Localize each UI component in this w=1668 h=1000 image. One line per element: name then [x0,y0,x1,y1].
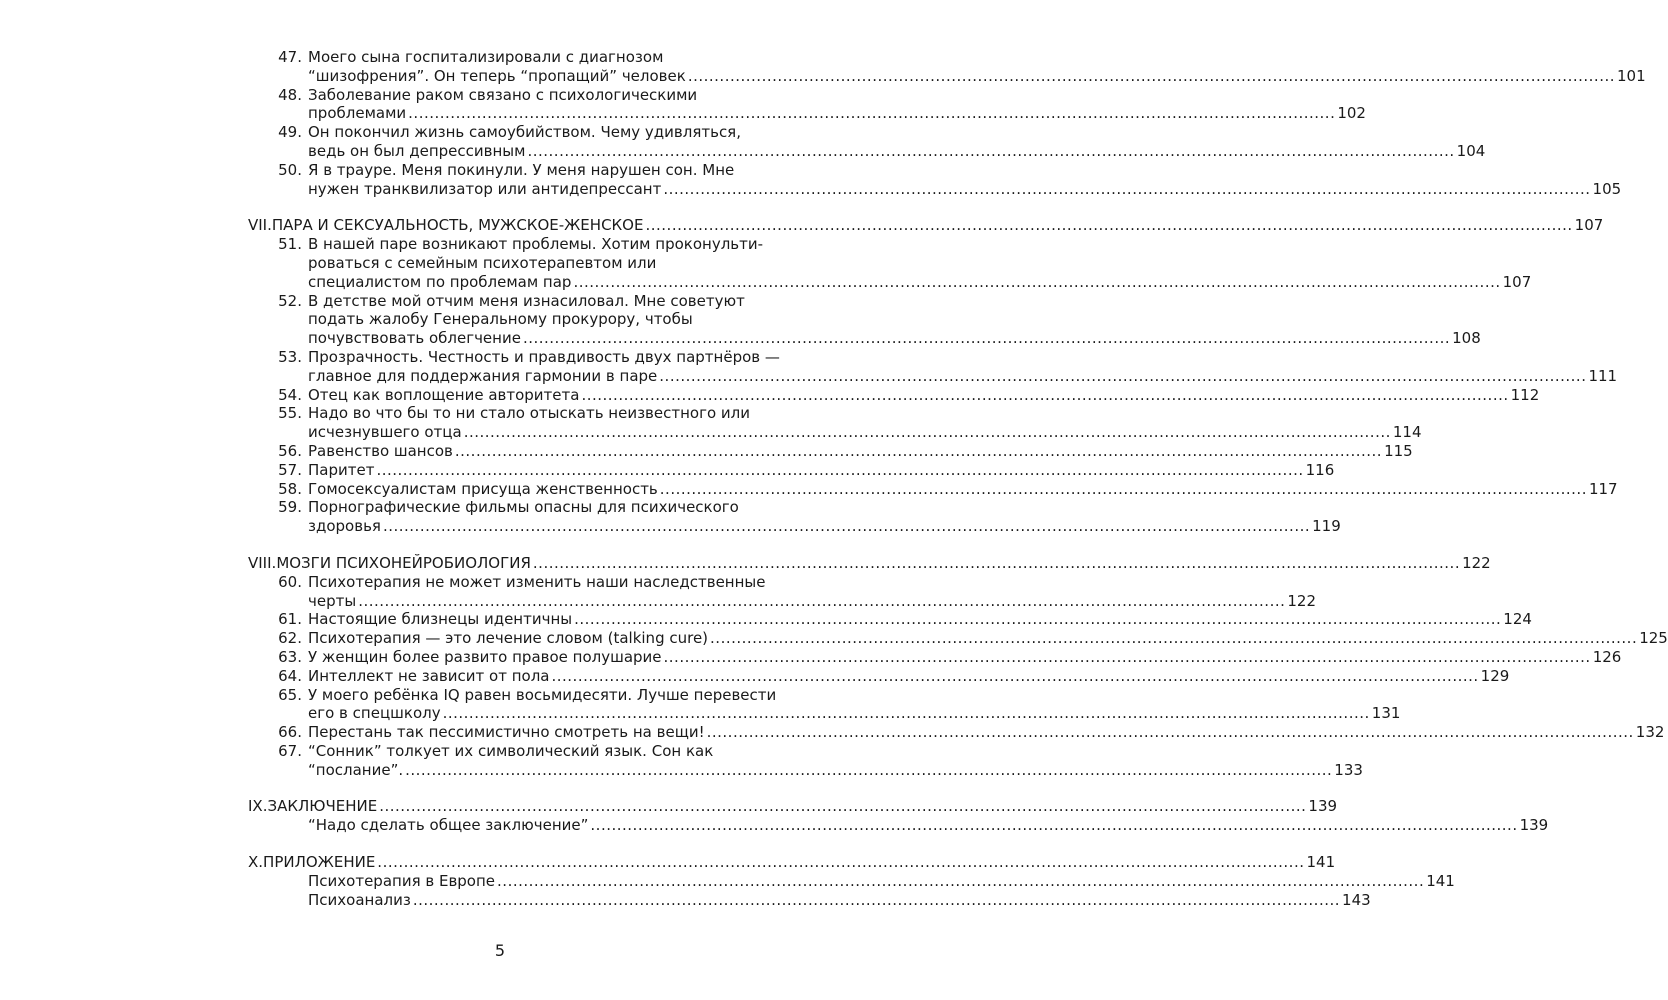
toc-line [248,686,778,705]
dot-leader [405,761,1332,780]
page-ref: 112 [1510,385,1540,404]
page-ref: 104 [1456,141,1486,160]
toc-line [248,161,778,180]
entry-title: Я в трауре. Меня покинули. У меня нарушен сон. Мне [308,160,735,179]
entry-number: 67. [278,741,302,760]
page-ref: 126 [1592,647,1622,666]
toc-entry [248,235,1532,291]
entry-title: Гомосексуалистам присуща женственность [308,479,658,498]
entry-title: ЗАКЛЮЧЕНИЕ [267,797,378,816]
entry-title: Психотерапия не может изменить наши наследственные [308,572,766,591]
toc-line [248,366,1618,386]
page-ref: 119 [1312,517,1341,536]
dot-leader [523,329,1450,348]
entry-number: 66. [278,723,302,742]
toc-entry [248,460,1335,480]
dot-leader [688,67,1615,86]
entry-title: МОЗГИ ПСИХОНЕЙРОБИОЛОГИЯ [276,553,531,572]
entry-title: Психотерапия в Европе [308,871,496,890]
section-number: VII. [248,216,272,235]
section-number: IX. [248,797,268,816]
entry-title: почувствовать облегчение [308,329,521,348]
toc-line [248,460,1335,480]
entry-title: исчезнувшего отца [308,423,462,442]
entry-number: 56. [278,441,302,460]
toc-line [248,871,1455,891]
entry-number: 65. [278,685,302,704]
entry-title: проблемами [308,104,407,123]
toc-entry [248,123,1486,161]
toc-line [248,629,1668,648]
toc-line [248,441,1413,461]
entry-title: Настоящие близнецы идентичны [308,610,573,629]
entry-number: 63. [278,647,302,666]
entry-title: “послание”. [308,760,404,779]
toc-line [248,573,778,592]
toc-entry [248,741,1363,780]
toc-line [248,235,778,254]
toc-entry [248,610,1532,629]
entry-number: 47. [278,48,302,66]
entry-title: В детстве мой отчим меня изнасиловал. Мне советуют [308,291,745,310]
dot-leader [664,648,1591,667]
section-gap [248,198,778,216]
toc-line [248,404,778,423]
toc-line [248,890,1371,910]
toc-line [248,498,778,517]
entry-number: 52. [278,291,302,310]
dot-leader [358,592,1285,611]
dot-leader [533,554,1460,573]
entry-number: 51. [278,235,302,254]
toc-entry [248,498,1341,536]
dot-leader [455,442,1382,461]
entry-title: здоровья [308,517,381,536]
dot-leader [707,723,1634,742]
entry-title: ПАРА И СЕКСУАЛЬНОСТЬ, МУЖСКОЕ-ЖЕНСКОЕ [271,216,644,235]
toc-line [248,66,1646,86]
toc-line [248,704,1401,723]
dot-leader [377,853,1304,872]
dot-leader [376,461,1303,480]
page-ref: 107 [1574,216,1604,235]
toc-line [248,816,1549,835]
entry-title: Прозрачность. Честность и правдивость двух партнёров — [308,347,780,366]
entry-title: Психоанализ [308,890,411,909]
page-ref: 122 [1287,591,1317,610]
page-ref: 111 [1588,366,1618,385]
toc-line [248,48,778,67]
entry-title: подать жалобу Генеральному прокурору, чтобы [308,310,693,329]
toc-line [248,123,778,142]
entry-title: ведь он был депрессивным [308,141,526,160]
entry-number: 50. [278,160,302,179]
page-ref: 107 [1502,272,1532,291]
section-gap [248,835,778,853]
dot-leader [710,629,1637,648]
entry-number: 58. [278,479,302,498]
toc-line [248,610,1532,629]
page-ref: 102 [1337,104,1366,123]
toc-entry [248,647,1622,667]
entry-title: Перестань так пессимистично смотреть на вещи! [308,723,705,742]
dot-leader [443,704,1370,723]
page-ref: 139 [1308,797,1338,816]
dot-leader [581,386,1508,405]
entry-title: У женщин более развито правое полушарие [308,647,662,666]
dot-leader [573,273,1500,292]
entry-number: 64. [278,666,302,685]
toc-line [248,272,1532,292]
toc-line [248,647,1622,667]
toc-line [248,310,778,329]
dot-leader [383,517,1310,536]
page-ref: 141 [1426,871,1455,890]
page-ref: 132 [1635,723,1665,742]
entry-title: черты [308,591,357,610]
dot-leader [590,816,1517,835]
toc-line [248,666,1510,686]
toc-entry [248,890,1371,910]
entry-title: Интеллект не зависит от пола [308,666,550,685]
section-number: VIII. [248,553,277,572]
toc-line [248,329,1481,348]
dot-leader [464,423,1391,442]
entry-number: 61. [278,610,302,629]
entry-title: роваться с семейным психотерапевтом или [308,253,657,272]
toc-line [248,760,1363,780]
page-ref: 125 [1639,629,1668,648]
toc-entry [248,291,1481,348]
toc-line [248,742,778,761]
entry-title: У моего ребёнка IQ равен восьмидесяти. Лучше перевести [308,685,777,704]
entry-title: Паритет [308,460,375,479]
page-ref: 116 [1305,460,1335,479]
entry-title: Моего сына госпитализировали с диагнозом [308,48,664,66]
page-ref: 139 [1519,816,1549,835]
dot-leader [497,872,1424,891]
entry-title: “Сонник” толкует их символический язык. Сон как [308,741,714,760]
toc-entry [248,404,1422,442]
entry-title: Он покончил жизнь самоубийством. Чему удивляться, [308,123,741,142]
toc-entry [248,723,1665,742]
toc-line [248,723,1665,742]
toc-entry [248,85,1366,124]
entry-number: 49. [278,123,302,142]
page-ref: 141 [1306,853,1336,872]
dot-leader [379,797,1306,816]
page-ref: 117 [1588,479,1618,498]
entry-title: главное для поддержания гармонии в паре [308,366,658,385]
entry-number: 60. [278,572,302,591]
page-ref: 114 [1392,423,1422,442]
dot-leader [663,180,1590,199]
page-ref: 105 [1592,179,1622,198]
toc-line [248,104,1366,123]
entry-title: Психотерапия — это лечение словом (talking cure) [308,629,709,648]
toc-section [248,216,1604,235]
page-ref: 131 [1371,704,1401,723]
toc-entry [248,48,1646,86]
entry-title: Порнографические фильмы опасны для психического [308,498,739,517]
toc-line [248,254,778,273]
toc-line [248,179,1622,199]
toc-entry [248,871,1455,891]
toc-line [248,423,1422,442]
section-gap [248,779,778,797]
dot-leader [645,216,1572,235]
dot-leader [659,367,1586,386]
toc-entry [248,385,1540,405]
toc-line [248,479,1618,499]
page-ref: 129 [1480,666,1510,685]
toc-line [248,216,1604,235]
entry-number: 62. [278,629,302,648]
entry-number: 54. [278,385,302,404]
entry-number: 55. [278,404,302,423]
entry-title: ПРИЛОЖЕНИЕ [263,853,376,872]
toc-entry [248,685,1401,724]
dot-leader [413,891,1340,910]
toc-entry [248,816,1549,835]
page-ref: 101 [1617,66,1646,85]
table-of-contents [248,48,1668,909]
page-ref: 115 [1384,441,1413,460]
dot-leader [551,667,1478,686]
toc-section [248,853,1336,872]
entry-title: Заболевание раком связано с психологическими [308,85,698,104]
entry-title: Равенство шансов [308,441,453,460]
toc-line [248,385,1540,405]
page-ref: 108 [1452,329,1481,348]
section-gap [248,536,778,554]
toc-entry [248,441,1413,461]
dot-leader [527,142,1454,161]
toc-entry [248,479,1618,499]
page-ref: 124 [1503,610,1532,629]
toc-entry [248,347,1618,386]
entry-title: В нашей паре возникают проблемы. Хотим проконульти- [308,235,764,254]
section-number: X. [248,853,264,872]
toc-entry [248,160,1622,199]
entry-title: “шизофрения”. Он теперь “пропащий” человек [308,66,686,85]
toc-entry [248,629,1668,648]
toc-line [248,517,1341,536]
toc-line [248,553,1491,573]
toc-section [248,797,1338,816]
dot-leader [574,610,1501,629]
toc-section [248,553,1491,573]
toc-line [248,853,1336,872]
entry-number: 48. [278,85,302,104]
toc-entry [248,572,1317,611]
entry-title: нужен транквилизатор или антидепрессант [308,179,662,198]
entry-number: 53. [278,347,302,366]
entry-title: Надо во что бы то ни стало отыскать неизвестного или [308,404,751,423]
page-ref: 133 [1334,760,1363,779]
page-ref: 122 [1462,553,1491,572]
dot-leader [408,104,1335,123]
entry-title: его в спецшколу [308,704,441,723]
entry-title: специалистом по проблемам пар [308,272,572,291]
toc-entry [248,666,1510,686]
entry-title: “Надо сделать общее заключение” [308,816,589,835]
toc-line [248,86,778,105]
page-ref: 143 [1342,890,1371,909]
dot-leader [660,480,1587,499]
toc-line [248,292,778,311]
toc-line [248,348,778,367]
entry-number: 57. [278,460,302,479]
page-number: 5 [494,941,506,960]
toc-line [248,141,1486,161]
entry-number: 59. [278,498,302,517]
entry-title: Отец как воплощение авторитета [308,385,580,404]
toc-line [248,591,1317,611]
toc-line [248,797,1338,816]
